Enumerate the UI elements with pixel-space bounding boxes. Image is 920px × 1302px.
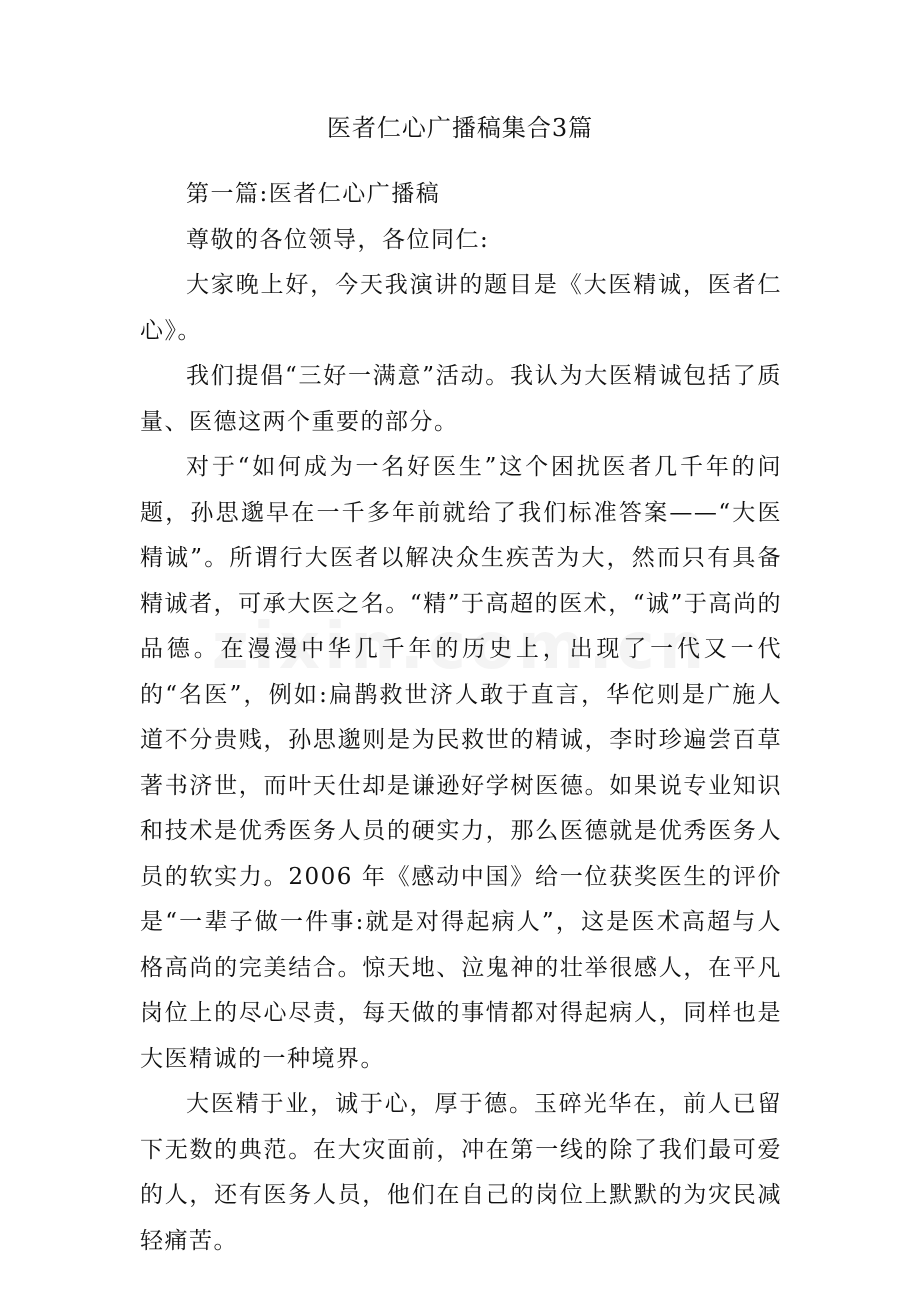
document-title: 医者仁心广播稿集合3篇	[326, 114, 594, 142]
document-body	[140, 172, 782, 1264]
body-paragraph: 大家晚上好，今天我演讲的题目是《大医精诚，医者仁心》。	[140, 272, 782, 344]
section-heading: 第一篇:医者仁心广播稿	[186, 181, 441, 207]
body-paragraph: 对于“如何成为一名好医生”这个困扰医者几千年的问题，孙思邈早在一千多年前就给了我们标准答案——“大医精诚”。所谓行大医者以解决众生疾苦为大，然而只有具备精诚者，可承大医之名。“精”于高超的医术，“诚”于高尚的品德。在漫漫中华几千年的历史上，出现了一代又一代的“名医”，例如:扁鹊救世济人敢于直言，华佗则是广施人道不分贵贱，孙思邈则是为民救世的精诚，李时珍遍尝百草著书济世，而叶天仕却是谦逊好学树医德。如果说专业知识和技术是优秀医务人员的硬实力，那么医德就是优秀医务人员的软实力。2006 年《感动中国》给一位获奖医生的评价是“一辈子做一件事:就是对得起病人”，这是医术高超与人格高尚的完美结合。惊天地、泣鬼神的壮举很感人，在平凡岗位上的尽心尽责，每天做的事情都对得起病人，同样也是大医精诚的一种境界。	[140, 454, 782, 1072]
body-paragraph: 我们提倡“三好一满意”活动。我认为大医精诚包括了质量、医德这两个重要的部分。	[140, 363, 782, 435]
body-paragraph: 大医精于业，诚于心，厚于德。玉碎光华在，前人已留下无数的典范。在大灾面前，冲在第一线的除了我们最可爱的人，还有医务人员，他们在自己的岗位上默默的为灾民减轻痛苦。	[140, 1091, 782, 1254]
salutation: 尊敬的各位领导，各位同仁:	[186, 226, 490, 253]
